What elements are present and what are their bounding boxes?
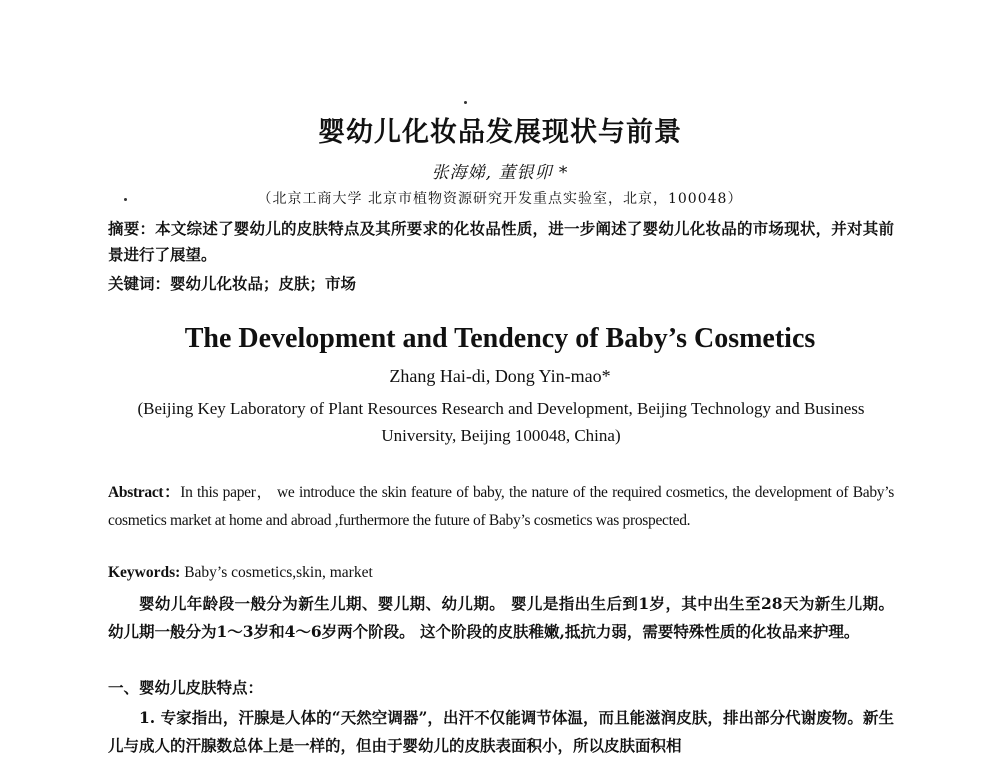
chinese-abstract <box>108 216 894 268</box>
chinese-keywords <box>108 272 356 294</box>
english-abstract-label: Abstract： <box>108 484 181 501</box>
english-keywords-label: Keywords: <box>108 564 181 581</box>
chinese-title: 婴幼儿化妆品发展现状与前景 <box>318 117 682 148</box>
english-keywords <box>108 564 373 582</box>
chinese-keywords-text: 婴幼儿化妆品；皮肤；市场 <box>170 274 357 293</box>
body-paragraph-sweat-glands: 1. 专家指出，汗腺是人体的“天然空调器”，出汗不仅能调节体温，而且能滋润皮肤，排出部分代谢废物。新生儿与成人的汗腺数总体上是一样的，但由于婴幼儿的皮肤表面积小，所以皮肤面积相 <box>108 708 894 755</box>
body-paragraph-intro: 婴幼儿年龄段一般分为新生儿期、婴儿期、幼儿期。 婴儿是指出生后到1岁，其中出生至28天为新生儿期。 幼儿期一般分为1～3岁和4～6岁两个阶段。 这个阶段的皮肤稚嫩,抵抗力弱，需要特殊性质的化妆品来护理。 <box>108 594 894 641</box>
english-abstract-text: In this paper， we introduce the skin feature of baby, the nature of the required cosmetics, the development of Baby’s cosmetics market at home and abroad ,furthermore the future of Baby’s cosmetics was prospected. <box>108 484 894 529</box>
chinese-abstract-label: 摘要： <box>108 219 156 238</box>
chinese-abstract-text: 本文综述了婴幼儿的皮肤特点及其所要求的化妆品性质，进一步阐述了婴幼儿化妆品的市场现状，并对其前景进行了展望。 <box>108 219 894 264</box>
english-affiliation: (Beijing Key Laboratory of Plant Resources Research and Development, Beijing Technology and Business University, Beijing 100048, China) <box>137 399 865 445</box>
scan-speck <box>464 101 467 104</box>
english-keywords-text: Baby’s cosmetics,skin, market <box>180 564 373 581</box>
english-abstract <box>108 479 894 535</box>
section-heading-skin-features: 一、婴幼儿皮肤特点： <box>108 678 264 697</box>
chinese-affiliation: （北京工商大学 北京市植物资源研究开发重点实验室，北京，100048） <box>257 191 743 207</box>
chinese-keywords-label: 关键词： <box>108 274 171 293</box>
english-title: The Development and Tendency of Baby’s Cosmetics <box>184 323 816 354</box>
chinese-authors: 张海娣, 董银卯 * <box>431 163 569 183</box>
english-authors: Zhang Hai-di, Dong Yin-mao* <box>389 366 611 386</box>
